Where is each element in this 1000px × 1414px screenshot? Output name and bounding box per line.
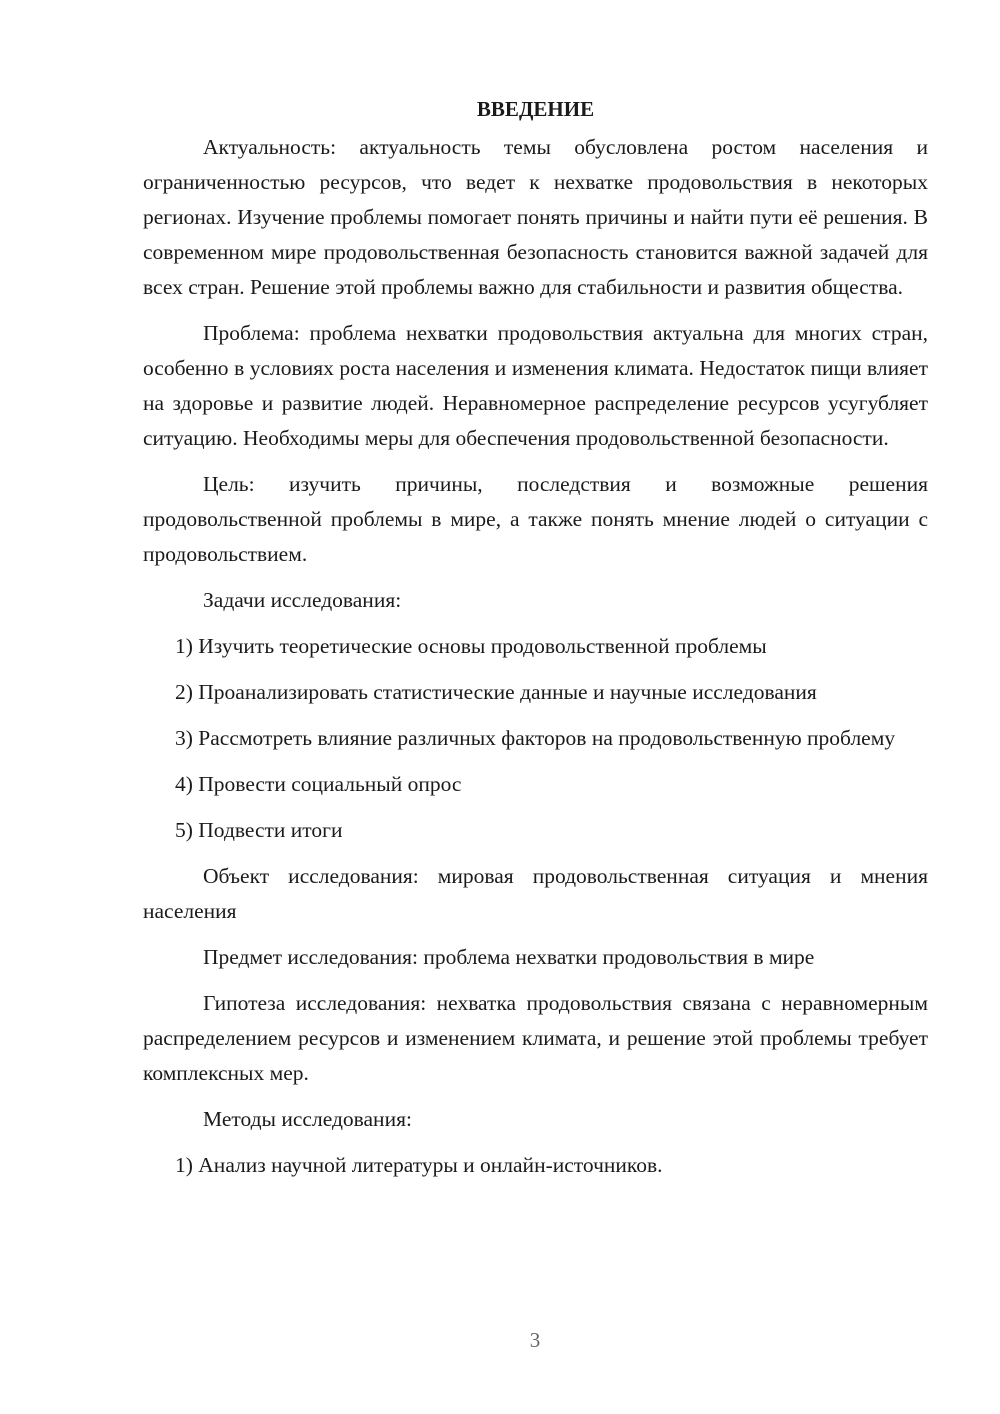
task-item: 4) Провести социальный опрос (175, 772, 462, 796)
section-title: ВВЕДЕНИЕ (476, 97, 595, 121)
method-item: 1) Анализ научной литературы и онлайн-источников. (175, 1153, 663, 1177)
task-item: 5) Подвести итоги (175, 818, 343, 842)
object-paragraph: Объект исследования: мировая продовольственная ситуация и мнения населения (143, 864, 928, 923)
methods-heading: Методы исследования: (203, 1107, 412, 1131)
page-number: 3 (529, 1328, 541, 1352)
goal-paragraph: Цель: изучить причины, последствия и возможные решения продовольственной проблемы в мире, а также понять мнение людей о ситуации с продовольствием. (143, 472, 928, 566)
document-page (143, 92, 928, 1194)
subject-paragraph: Предмет исследования: проблема нехватки продовольствия в мире (203, 945, 815, 969)
tasks-heading: Задачи исследования: (203, 588, 402, 612)
hypothesis-paragraph: Гипотеза исследования: нехватка продовольствия связана с неравномерным распределением ресурсов и изменением климата, и решение этой проблемы требует комплексных мер. (143, 991, 928, 1085)
task-item: 2) Проанализировать статистические данные и научные исследования (175, 680, 817, 704)
task-item: 1) Изучить теоретические основы продовольственной проблемы (175, 634, 767, 658)
relevance-paragraph: Актуальность: актуальность темы обусловлена ростом населения и ограниченностью ресурсов, что ведет к нехватке продовольствия в некоторых регионах. Изучение проблемы помогает понять причины и найти пути её решения. В современном мире продовольственная безопасность становится важной задачей для всех стран. Решение этой проблемы важно для стабильности и развития общества. (143, 135, 928, 299)
task-item: 3) Рассмотреть влияние различных факторов на продовольственную проблему (175, 726, 896, 750)
problem-paragraph: Проблема: проблема нехватки продовольствия актуальна для многих стран, особенно в условиях роста населения и изменения климата. Недостаток пищи влияет на здоровье и развитие людей. Неравномерное распределение ресурсов усугубляет ситуацию. Необходимы меры для обеспечения продовольственной безопасности. (143, 321, 928, 450)
